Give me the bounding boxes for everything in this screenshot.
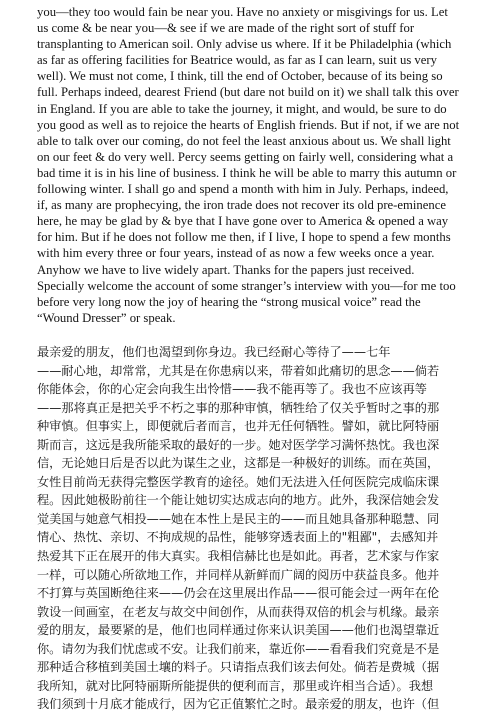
english-text-line: here, he may be glad by & bye that I have gone over to America & opened a way — [37, 214, 449, 229]
english-text-line: Anyhow we have to live widely apart. Thanks for the papers just received. — [37, 262, 415, 277]
english-text-line: “Wound Dresser” or speak. — [37, 310, 176, 325]
english-text-line: with him every three or four years, instead of as now a few weeks once a year. — [37, 246, 435, 261]
english-text-line: you—they too would fain be near you. Have no anxiety or misgivings for us. Let — [37, 5, 448, 19]
chinese-text-line: 斯而言，这远是我所能采取的最好的一步。她对医学学习满怀热忱。我也深 — [37, 437, 440, 452]
english-text-line: following winter. I shall go and spend a month with him in July. Perhaps, indeed, — [37, 182, 449, 197]
chinese-translation-text — [37, 343, 467, 714]
chinese-text-line: ——耐心地，却常常，尤其是在你患病以来，带着如此痛切的思念——倘若 — [37, 363, 440, 378]
chinese-text-line: 那种适合移植到美国土壤的料子。只请指点我们该去何处。倘若是费城（据 — [37, 660, 440, 675]
english-text-line: if, as many are prophecying, the iron trade does not recover its old pre-eminence — [37, 198, 447, 213]
chinese-text-line: 爱的朋友，最要紧的是，他们也同样通过你来认识美国——他们也渴望靠近 — [37, 623, 440, 638]
chinese-text-line: 情心、热忱、亲切、不拘成规的品性，能够穿透表面上的"粗鄙"，去感知并 — [37, 530, 439, 545]
english-text-line: in England. If you are able to take the journey, it might, and would, be sure to do — [37, 101, 447, 116]
chinese-text-line: 敦设一间画室，在老友与故交中间创作，从而获得双倍的机会与机缘。最亲 — [37, 604, 440, 619]
chinese-text-line: ——那将真正是把关乎不朽之事的那种审慎，牺牲给了仅关乎暂时之事的那 — [37, 400, 440, 415]
chinese-text-line: 热爱其下正在展开的伟大真实。我相信赫比也是如此。再者，艺术家与作家 — [37, 549, 440, 564]
english-text-line: as far as offering facilities for Beatrice would, as far as I can learn, suit us very — [37, 53, 437, 68]
chinese-text-line: 最亲爱的朋友，他们也渴望到你身边。我已经耐心等待了——七年 — [37, 345, 391, 359]
chinese-text-line: 信，无论她日后是否以此为谋生之业，这都是一种极好的训练。而在英国， — [37, 456, 440, 471]
chinese-text-line: 你能体会，你的心定会向我生出怜惜——我不能再等了。我也不应该再等 — [37, 382, 427, 397]
english-text-line: Specially welcome the account of some stranger’s interview with you—for me too — [37, 278, 456, 293]
english-text-line: you good as well as to rejoice the hearts of English friends. But if not, if we are not — [37, 117, 460, 132]
english-text-line: full. Perhaps indeed, dearest Friend (but dare not build on it) we shall talk this over — [37, 85, 459, 100]
chinese-text-line: 觉美国与她意气相投——她在本性上是民主的——而且她具备那种聪慧、同 — [37, 511, 440, 526]
chinese-text-line: 一样，可以随心所欲地工作，并同样从新鲜而广阔的阅历中获益良多。他并 — [37, 567, 440, 582]
english-text-line: able to talk over our coming, do not feel the least anxious about us. We shall light — [37, 133, 451, 148]
english-text-line: transplanting to American soil. Only advise us where. If it be Philadelphia (which — [37, 37, 452, 52]
english-text-line: well). We must not come, I think, till the end of October, because of its being so — [37, 69, 443, 84]
english-text-line: for him. But if he does not follow me then, if I live, I hope to spend a few months — [37, 230, 451, 245]
chinese-text-line: 女性目前尚无获得完整医学教育的途径。她们无法进入任何医院完成临床课 — [37, 474, 440, 489]
english-text-line: on our feet & do very well. Percy seems getting on fairly well, considering what a — [37, 149, 454, 164]
chinese-text-line: 我们须到十月底才能成行，因为它正值繁忙之时。最亲爱的朋友，也许（但 — [37, 697, 440, 712]
english-letter-text — [37, 4, 465, 326]
chinese-text-line: 我所知，就对比阿特丽斯所能提供的便利而言，那里或许相当合适）。我想 — [37, 678, 434, 693]
english-text-line: before very long now the joy of hearing the “strong musical voice” read the — [37, 294, 421, 309]
chinese-text-line: 你。请勿为我们忧虑或不安。让我们前来，靠近你——看看我们究竟是不是 — [37, 641, 440, 656]
chinese-text-line: 不打算与英国断绝往来——仍会在这里展出作品——很可能会过一两年在伦 — [37, 586, 440, 601]
english-text-line: bad time it is in his line of business. I think he will be able to marry this autumn or — [37, 165, 457, 180]
chinese-text-line: 种审慎。但事实上，即便就后者而言，也并无任何牺牲。譬如，就比阿特丽 — [37, 419, 440, 434]
english-text-line: us come & be near you—& see if we are made of the right sort of stuff for — [37, 21, 415, 36]
chinese-text-line: 程。因此她极盼前往一个能让她切实达成志向的地方。此外，我深信她会发 — [37, 493, 440, 508]
